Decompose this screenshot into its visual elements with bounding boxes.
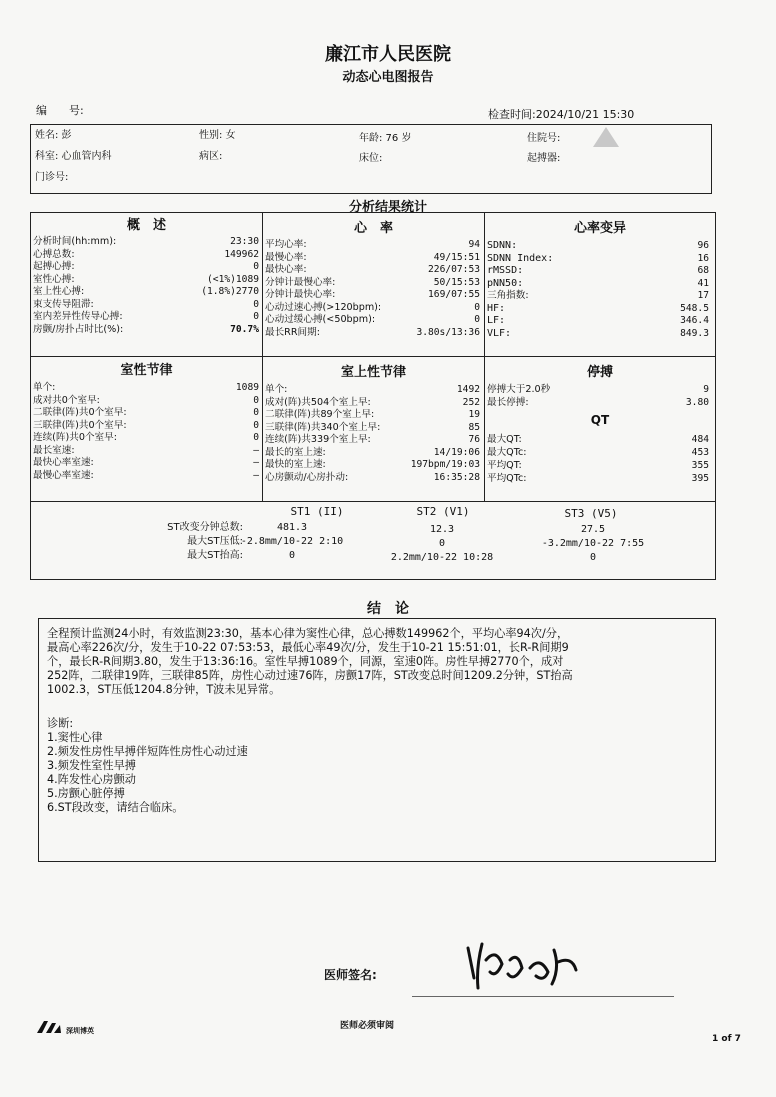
heart-rate-row: 心动过速心搏(>120bpm): 0 bbox=[265, 301, 480, 313]
diagnosis-item: 4.阵发性心房颤动 bbox=[47, 773, 136, 786]
redaction-mark bbox=[593, 127, 619, 147]
ventricular-row: 三联律(阵)共0个室早: 0 bbox=[33, 419, 259, 431]
company-logo-icon bbox=[36, 1020, 62, 1034]
overview-row: 房颤/房扑占时比(%): 70.7% bbox=[33, 323, 259, 335]
patient-ward: 病区: bbox=[199, 151, 223, 162]
analysis-title: 分析结果统计 bbox=[348, 200, 427, 215]
overview-row: 束支传导阻滞: 0 bbox=[33, 298, 259, 310]
conclusion-line: 252阵，二联律19阵，三联律85阵，房性心动过速76阵，房颤17阵，ST改变总时间1209.2分钟，ST抬高 bbox=[47, 669, 573, 682]
heart-rate-row: 分钟计最快心率: 169/07:55 bbox=[265, 289, 480, 300]
supraventricular-row: 心房颤动/心房扑动: 16:35:28 bbox=[265, 471, 480, 483]
st3-values bbox=[523, 523, 663, 565]
pacemaker: 起搏器: bbox=[527, 153, 561, 164]
signature-label: 医师签名: bbox=[324, 968, 377, 982]
hrv-row: SDNN Index: 16 bbox=[487, 252, 709, 264]
conclusion-line: 1002.3，ST压低1204.8分钟，T波未见异常。 bbox=[47, 683, 281, 696]
outpatient-number: 门诊号: bbox=[35, 172, 69, 183]
hospital-name: 廉江市人民医院 bbox=[325, 44, 451, 65]
stats-box bbox=[30, 212, 716, 580]
ventricular-row: 成对共0个室早: 0 bbox=[33, 394, 259, 406]
pause-row: 停搏大于2.0秒 9 bbox=[487, 384, 709, 395]
patient-dept: 科室: 心血管内科 bbox=[35, 151, 112, 162]
ventricular-title: 室性节律 bbox=[120, 363, 173, 378]
hrv-row: VLF: 849.3 bbox=[487, 327, 709, 339]
st2-value: 2.2mm/10-22 10:28 bbox=[390, 552, 494, 563]
hrv-title: 心率变异 bbox=[573, 221, 626, 236]
report-title: 动态心电图报告 bbox=[342, 70, 434, 85]
st2-value: 0 bbox=[438, 538, 446, 549]
overview-row: 室性心搏: (<1%)1089 bbox=[33, 273, 259, 285]
st3-value: 0 bbox=[589, 552, 597, 563]
hrv-row: HF: 548.5 bbox=[487, 302, 709, 314]
supraventricular-row: 单个: 1492 bbox=[265, 384, 480, 395]
diagnosis-item: 5.房颤心脏停搏 bbox=[47, 787, 125, 800]
heart-rate-row: 心动过缓心搏(<50bpm): 0 bbox=[265, 314, 480, 325]
diagnosis-label: 诊断: bbox=[47, 717, 74, 730]
supraventricular-row: 最长的室上速: 14/19:06 bbox=[265, 446, 480, 458]
qt-row: 平均QT: 355 bbox=[487, 460, 709, 471]
number-label: 编 号: bbox=[36, 104, 84, 117]
overview-row: 室内差异性传导心搏: 0 bbox=[33, 311, 259, 322]
ventricular-row: 二联律(阵)共0个室早: 0 bbox=[33, 407, 259, 418]
ventricular-row: 单个: 1089 bbox=[33, 382, 259, 393]
st1-value: -2.8mm/10-22 2:10 bbox=[240, 536, 344, 547]
supraventricular-title: 室上性节律 bbox=[340, 365, 406, 380]
st3-header: ST3 (V5) bbox=[564, 507, 618, 520]
st2-header: ST2 (V1) bbox=[416, 505, 470, 518]
patient-sex: 性别: 女 bbox=[199, 130, 236, 141]
supraventricular-row: 连续(阵)共339个室上早: 76 bbox=[265, 434, 480, 445]
qt-title: QT bbox=[590, 413, 610, 427]
patient-info-box bbox=[30, 124, 712, 194]
diagnosis-item: 1.窦性心律 bbox=[47, 731, 103, 744]
hrv-row: LF: 346.4 bbox=[487, 315, 709, 326]
overview-row: 分析时间(hh:mm): 23:30 bbox=[33, 236, 259, 247]
st-labels bbox=[91, 521, 243, 563]
diagnosis-item: 2.频发性房性早搏伴短阵性房性心动过速 bbox=[47, 745, 248, 758]
heart-rate-title: 心 率 bbox=[353, 221, 393, 236]
admission-number: 住院号: bbox=[527, 133, 561, 144]
supraventricular-row: 成对(阵)共504个室上早: 252 bbox=[265, 396, 480, 408]
ventricular-row: 连续(阵)共0个室早: 0 bbox=[33, 432, 259, 443]
st-label: ST改变分钟总数: bbox=[167, 522, 243, 533]
diagnosis-list bbox=[47, 731, 647, 815]
heart-rate-row: 最长RR间期: 3.80s/13:36 bbox=[265, 326, 480, 338]
hrv-row: pNN50: 41 bbox=[487, 277, 709, 289]
overview-row: 起搏心搏: 0 bbox=[33, 261, 259, 272]
pause-row: 最长停搏: 3.80 bbox=[487, 396, 709, 408]
st2-values bbox=[377, 523, 507, 565]
company-logo-text: 深圳博英 bbox=[66, 1027, 94, 1035]
st2-value: 12.3 bbox=[429, 524, 455, 535]
patient-name: 姓名: 彭 bbox=[35, 130, 72, 141]
conclusion-line: 全程预计监测24小时，有效监测23:30，基本心律为窦性心律，总心搏数149962个，平均心率94次/分， bbox=[47, 627, 569, 640]
heart-rate-row: 分钟计最慢心率: 50/15:53 bbox=[265, 276, 480, 288]
supraventricular-row: 三联律(阵)共340个室上早: 85 bbox=[265, 421, 480, 433]
st1-value: 481.3 bbox=[276, 522, 308, 533]
conclusion-line: 个，最长R-R间期3.80，发生于13:36:16。室性早搏1089个，同源，室速0阵。房性早搏2770个，成对 bbox=[47, 655, 564, 668]
supraventricular-row: 二联律(阵)共89个室上早: 19 bbox=[265, 409, 480, 420]
review-note: 医师必须审阅 bbox=[340, 1021, 395, 1031]
conclusion-line: 最高心率226次/分，发生于10-22 07:53:53，最低心率49次/分，发生于10-21 15:51:01，长R-R间期9 bbox=[47, 641, 569, 654]
conclusion-box bbox=[38, 618, 716, 862]
hrv-row: rMSSD: 68 bbox=[487, 265, 709, 276]
page-number: 1 of 7 bbox=[712, 1034, 741, 1044]
ventricular-row: 最长室速: — bbox=[33, 444, 259, 456]
st1-header: ST1 (II) bbox=[290, 505, 344, 518]
heart-rate-row: 平均心率: 94 bbox=[265, 239, 480, 250]
conclusion-text bbox=[47, 627, 711, 697]
heart-rate-row: 最快心率: 226/07:53 bbox=[265, 264, 480, 275]
st1-value: 0 bbox=[288, 550, 296, 561]
diagnosis-item: 3.频发性室性早搏 bbox=[47, 759, 136, 772]
st3-value: 27.5 bbox=[580, 524, 606, 535]
patient-age: 年龄: 76 岁 bbox=[359, 133, 412, 144]
qt-row: 最大QTc: 453 bbox=[487, 447, 709, 458]
diagnosis-item: 6.ST段改变，请结合临床。 bbox=[47, 801, 184, 814]
hrv-row: SDNN: 96 bbox=[487, 240, 709, 251]
st3-value: -3.2mm/10-22 7:55 bbox=[541, 538, 645, 549]
st1-values bbox=[227, 521, 357, 563]
ventricular-row: 最慢心率室速: — bbox=[33, 469, 259, 481]
supraventricular-row: 最快的室上速: 197bpm/19:03 bbox=[265, 459, 480, 470]
ventricular-row: 最快心率室速: — bbox=[33, 457, 259, 468]
patient-bed: 床位: bbox=[359, 153, 383, 164]
pause-title: 停搏 bbox=[586, 365, 613, 380]
qt-row: 平均QTc: 395 bbox=[487, 473, 709, 484]
signature-image bbox=[456, 938, 586, 992]
heart-rate-row: 最慢心率: 49/15:51 bbox=[265, 251, 480, 263]
hrv-row: 三角指数: 17 bbox=[487, 290, 709, 301]
overview-row: 室上性心搏: (1.8%)2770 bbox=[33, 286, 259, 297]
overview-row: 心搏总数: 149962 bbox=[33, 248, 259, 260]
st-label: 最大ST抬高: bbox=[187, 550, 243, 561]
exam-time: 检查时间:2024/10/21 15:30 bbox=[488, 108, 635, 121]
qt-row: 最大QT: 484 bbox=[487, 434, 709, 445]
st-label: 最大ST压低: bbox=[187, 536, 243, 547]
conclusion-title: 结 论 bbox=[367, 601, 409, 617]
overview-title: 概 述 bbox=[126, 218, 166, 233]
